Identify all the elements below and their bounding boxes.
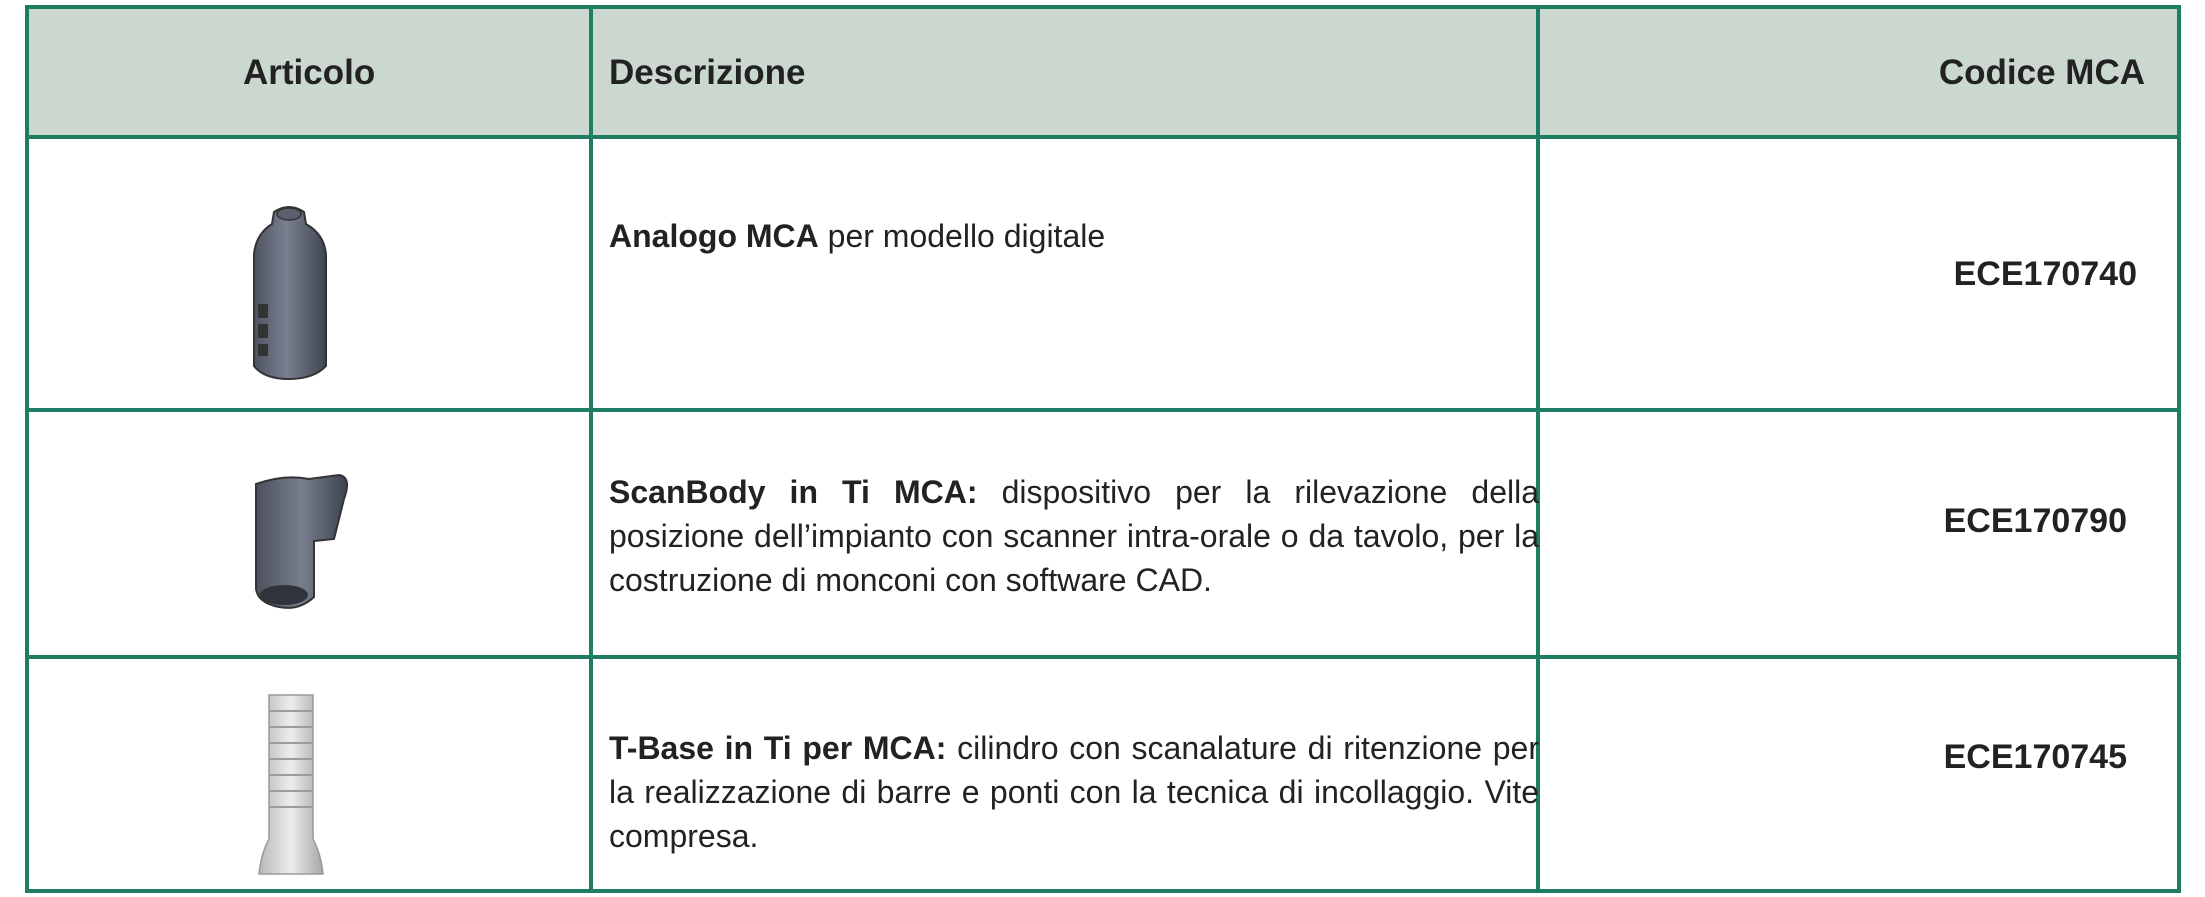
- row-code: ECE170740: [1953, 255, 2137, 293]
- row-divider: [29, 408, 2177, 412]
- row-code: ECE170745: [1943, 738, 2127, 776]
- header-codice: Codice MCA: [1938, 53, 2145, 92]
- t-base-icon: [251, 689, 331, 879]
- row-text: cilindro con scanalature di ritenzione per la realizzazione di barre e ponti con la tecnica di incollaggio. Vite compresa.: [609, 730, 1540, 854]
- analog-implant-icon: [244, 194, 334, 384]
- row-description: [609, 214, 1539, 258]
- row-description: [609, 726, 1539, 858]
- row-title: Analogo MCA: [609, 218, 819, 254]
- table-header: [29, 9, 2177, 139]
- header-articolo: Articolo: [243, 53, 376, 92]
- row-code: ECE170790: [1943, 502, 2127, 540]
- row-description: [609, 470, 1539, 602]
- row-text: per modello digitale: [818, 218, 1106, 254]
- scanbody-icon: [244, 469, 354, 614]
- header-descrizione: Descrizione: [609, 53, 806, 92]
- column-divider: [589, 9, 593, 889]
- row-title: ScanBody in Ti MCA:: [609, 474, 978, 510]
- row-title: T-Base in Ti per MCA:: [609, 730, 947, 766]
- row-divider: [29, 655, 2177, 659]
- row-text: dispositivo per la rilevazione della posizione dell’impianto con scanner intra-orale o da tavolo, per la costruzione di monconi con software CAD.: [609, 474, 1540, 598]
- product-table: [25, 5, 2181, 893]
